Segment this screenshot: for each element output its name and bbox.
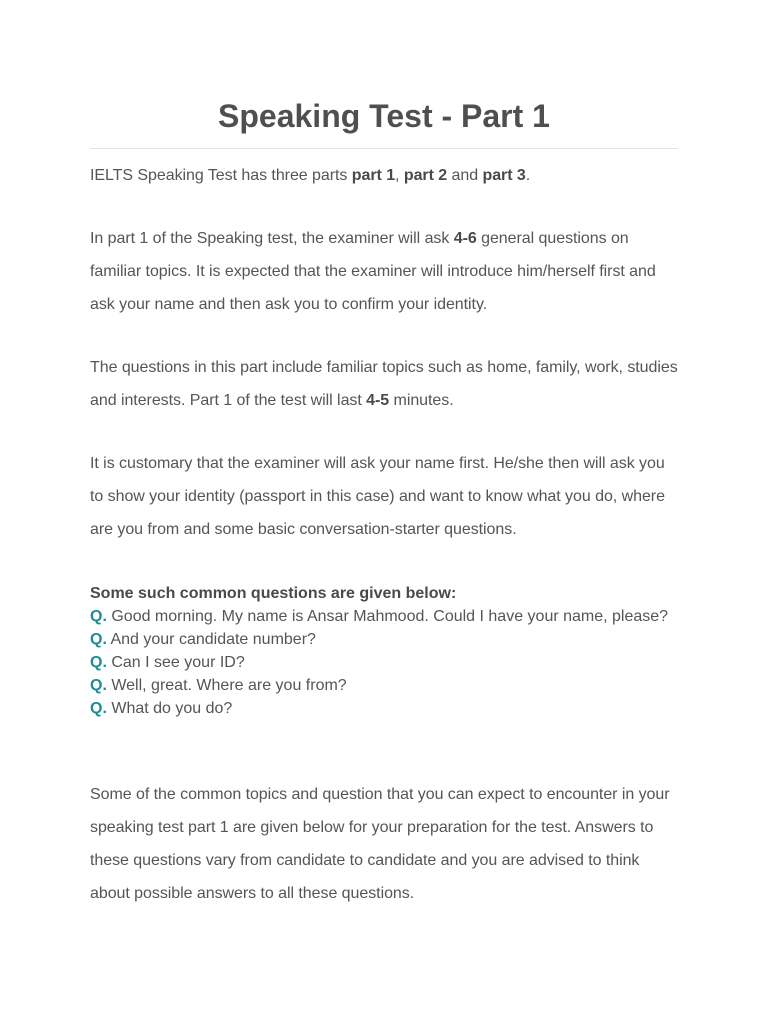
question-item	[90, 628, 678, 651]
question-item	[90, 697, 678, 720]
part3-label: part 3	[482, 167, 526, 184]
question-marker: Q.	[90, 654, 107, 671]
question-count: 4-6	[453, 230, 477, 247]
question-text: What do you do?	[111, 700, 233, 717]
question-item	[90, 651, 678, 674]
question-text: Well, great. Where are you from?	[111, 677, 347, 694]
intro-end: .	[525, 167, 531, 184]
question-list	[90, 605, 678, 720]
question-text: Can I see your ID?	[111, 654, 245, 671]
page-title: Speaking Test - Part 1	[218, 98, 550, 134]
intro-text: IELTS Speaking Test has three parts	[90, 167, 352, 184]
topics-paragraph: Some of the common topics and question that you can expect to encounter in your speaking test part 1 are given below for your preparation for the test. Answers to these questions vary from candidate to candidate and you are advised to think about possible answers to all these questions.	[90, 786, 670, 902]
duration-value: 4-5	[366, 392, 390, 409]
questions-heading: Some such common questions are given below:	[90, 585, 457, 602]
question-item	[90, 674, 678, 697]
intro-separator: and	[447, 167, 483, 184]
part2-label: part 2	[403, 167, 448, 184]
paragraph-text: general questions on familiar topics. It is expected that the examiner will introduce him/herself first and ask your name and then ask you to confirm your identity.	[90, 230, 656, 313]
question-text: And your candidate number?	[110, 631, 316, 648]
question-marker: Q.	[90, 677, 107, 694]
question-text: Good morning. My name is Ansar Mahmood. Could I have your name, please?	[111, 608, 669, 625]
intro-separator: ,	[395, 167, 404, 184]
part1-description-paragraph	[90, 222, 678, 321]
paragraph-text: minutes.	[389, 392, 454, 409]
question-marker: Q.	[90, 631, 107, 648]
question-item	[90, 605, 678, 628]
customary-paragraph: It is customary that the examiner will ask your name first. He/she then will ask you to show your identity (passport in this case) and want to know what you do, where are you from and some basic conversation-starter questions.	[90, 455, 665, 538]
paragraph-text: The questions in this part include familiar topics such as home, family, work, studies and interests. Part 1 of the test will last	[90, 359, 678, 409]
question-marker: Q.	[90, 700, 107, 717]
part1-label: part 1	[351, 167, 396, 184]
topics-duration-paragraph	[90, 351, 678, 417]
article	[90, 0, 678, 910]
paragraph-text: In part 1 of the Speaking test, the examiner will ask	[90, 230, 454, 247]
intro-paragraph	[90, 159, 678, 192]
question-marker: Q.	[90, 608, 107, 625]
title-divider	[90, 148, 678, 149]
common-questions-block	[90, 582, 678, 720]
